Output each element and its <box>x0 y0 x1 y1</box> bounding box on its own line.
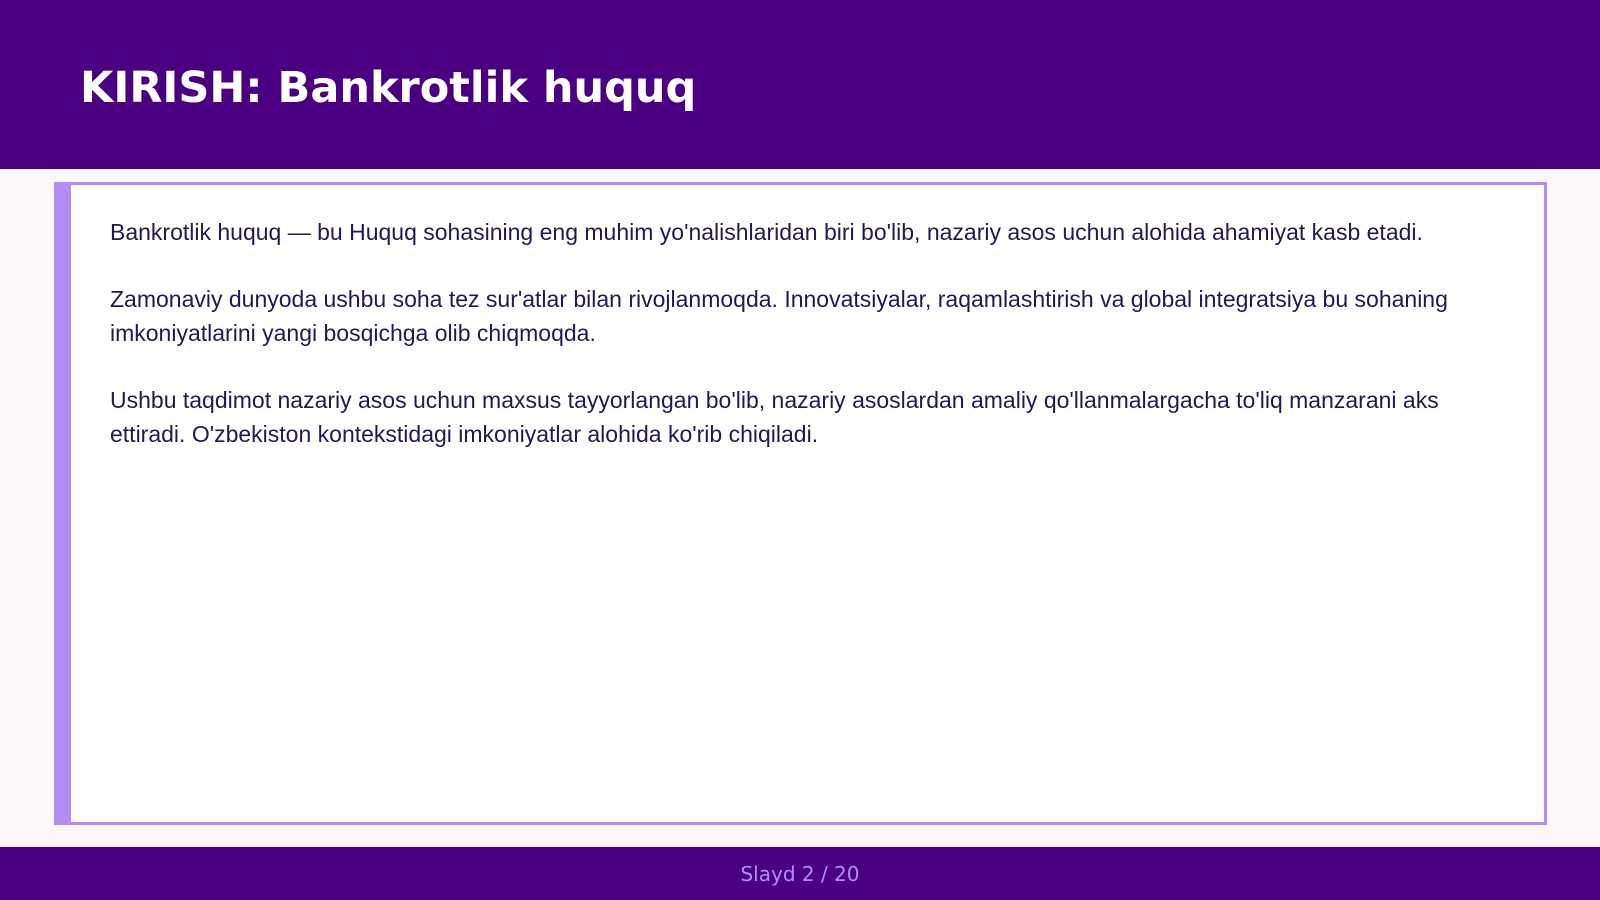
paragraph-modern-world: Zamonaviy dunyoda ushbu soha tez sur'atlar bilan rivojlanmoqda. Innovatsiyalar, raqamlashtirish va global integratsiya bu sohaning imkoniyatlarini yangi bosqichga olib chiqmoqda. <box>110 286 1448 346</box>
slide-title: KIRISH: Bankrotlik huquq <box>80 63 697 113</box>
content-body <box>110 215 1500 484</box>
slide-footer <box>0 847 1600 900</box>
paragraph-presentation-purpose: Ushbu taqdimot nazariy asos uchun maxsus tayyorlangan bo'lib, nazariy asoslardan amaliy qo'llanmalargacha to'liq manzarani aks ettiradi. O'zbekiston kontekstidagi imkoniyatlar alohida ko'rib chiqiladi. <box>110 387 1439 447</box>
paragraph-intro: Bankrotlik huquq — bu Huquq sohasining eng muhim yo'nalishlaridan biri bo'lib, nazariy asos uchun alohida ahamiyat kasb etadi. <box>110 219 1423 245</box>
content-panel <box>54 182 1547 825</box>
slide-number: Slayd 2 / 20 <box>740 862 860 886</box>
slide-header <box>0 0 1600 169</box>
